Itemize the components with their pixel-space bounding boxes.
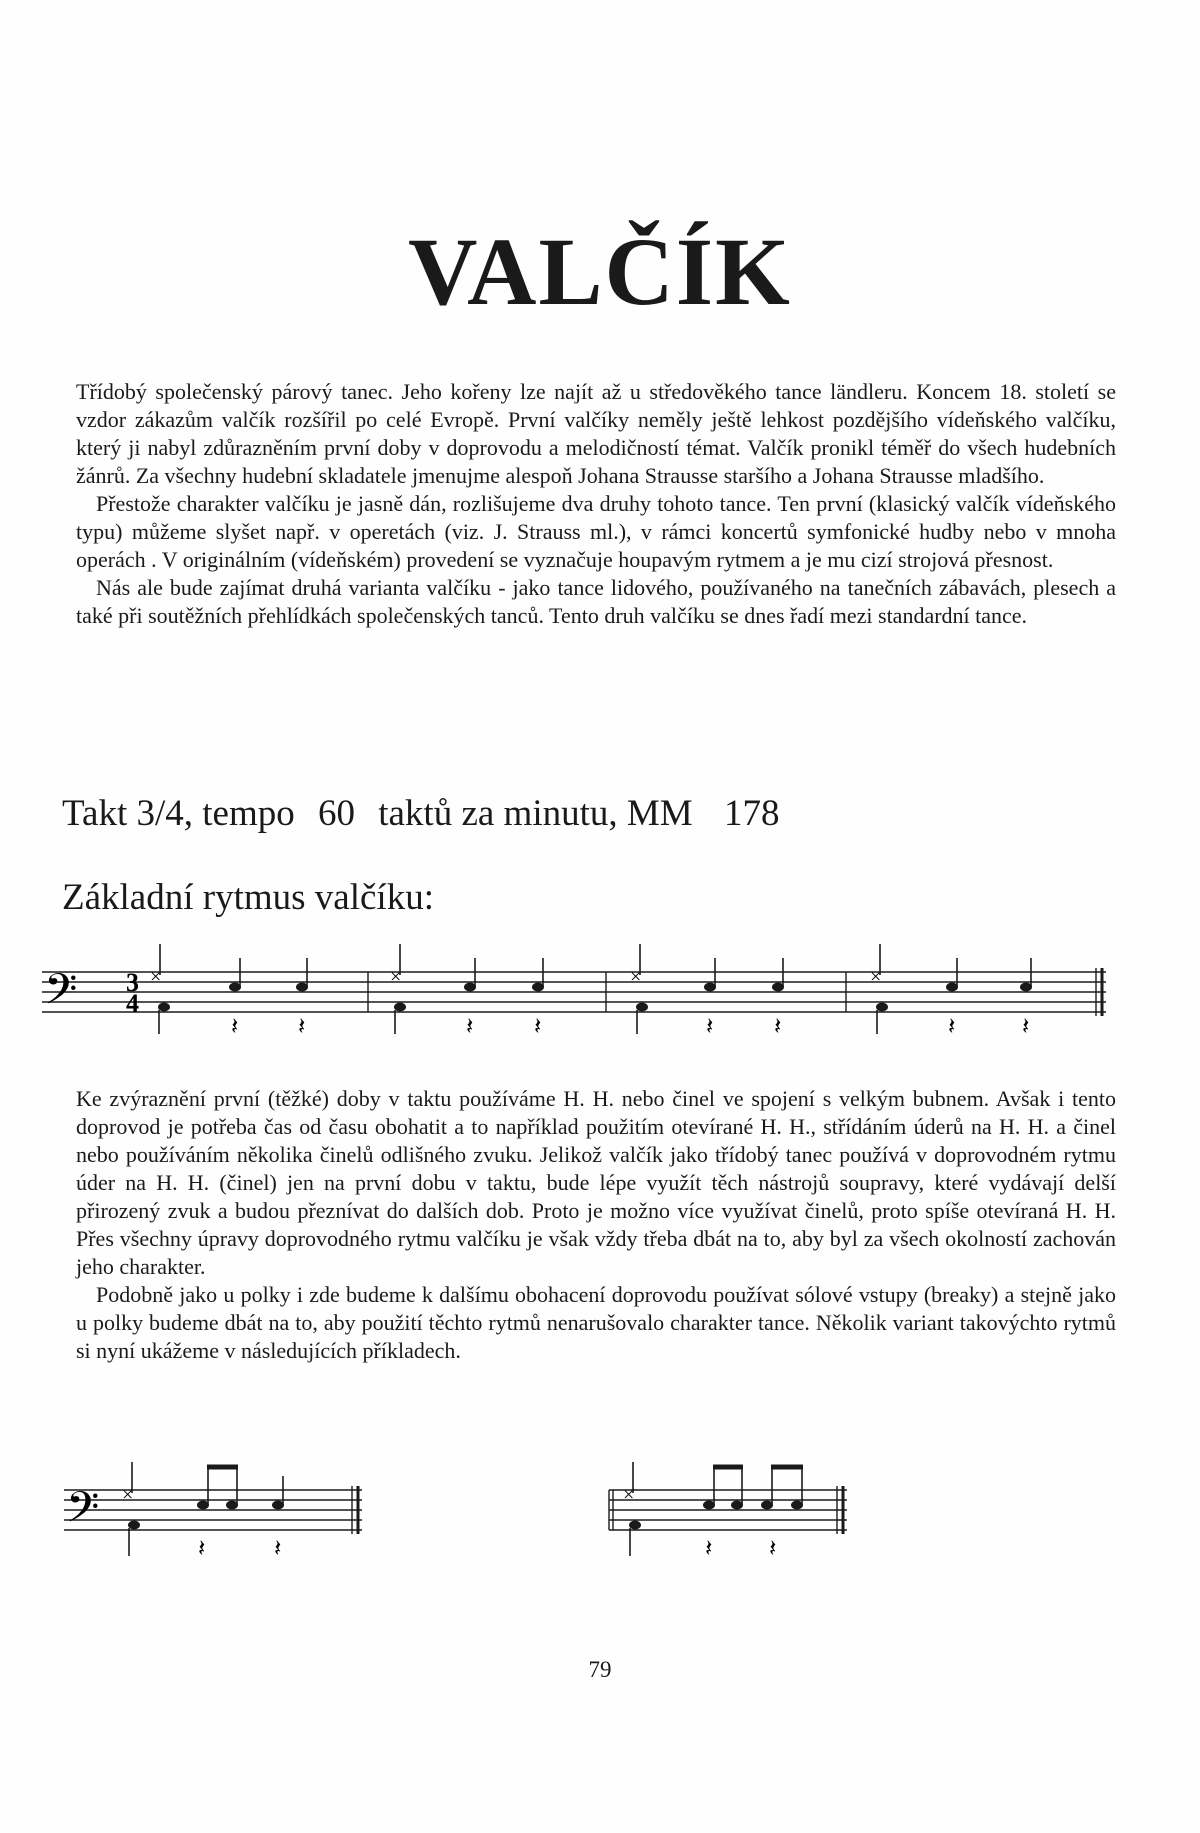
basic-rhythm-staff xyxy=(38,930,1118,1050)
quarter-rest: 𝄽 xyxy=(948,1014,956,1040)
bass-drum-note xyxy=(158,1003,170,1012)
bass-drum-note xyxy=(128,1521,140,1530)
quarter-rest: 𝄽 xyxy=(466,1014,474,1040)
hihat-x-note: × xyxy=(623,1484,635,1506)
intro-text xyxy=(76,378,1116,630)
accompaniment-text xyxy=(76,1085,1116,1365)
snare-note xyxy=(1020,983,1032,992)
time-signature-bottom: 4 xyxy=(126,989,139,1018)
page-number: 79 xyxy=(588,1657,612,1682)
example-2-notation xyxy=(605,1448,855,1568)
example-1-notation xyxy=(60,1448,370,1568)
page-title: VALČÍK xyxy=(408,218,792,325)
quarter-rest: 𝄽 xyxy=(231,1014,239,1040)
intro-paragraph-1: Třídobý společenský párový tanec. Jeho kořeny lze najít až u středověkého tance ländleru. Koncem 18. století se vzdor zákazům valčík rozšířil po celé Evropě. První valčíky neměly ještě lehkost pozdějšího vídeňského valčíku, který ji nabyl zdůrazněním první doby v doprovodu a melodičností témat. Valčík pronikl téměř do všech hudebních žánrů. Za všechny hudební skladatele jmenujme alespoň Johana Strausse staršího a Johana Strausse mladšího. xyxy=(76,379,1116,488)
bass-clef-icon: 𝄢 xyxy=(44,965,78,1025)
quarter-rest: 𝄽 xyxy=(705,1536,713,1562)
accompaniment-paragraph-1: Ke zvýraznění první (těžké) doby v taktu používáme H. H. nebo činel ve spojení s velkým bubnem. Avšak i tento doprovod je potřeba čas od času obohatit a to například použitím otevírané H. H., střídáním úderů na H. H. a činel nebo používáním několika činelů odlišného zvuku. Jelikož valčík jako třídobý tanec používá v doprovodném rytmu úder na H. H. (činel) jen na první dobu v taktu, bude lépe využít těch nástrojů soupravy, které vydávají delší přirozený zvuk a budou přeznívat do dalších dob. Proto je možno více využívat činelů, proto spíše otevíraná H. H. Přes všechny úpravy doprovodného rytmu valčíku je však vždy třeba dbát na to, aby byl za všech okolností zachován jeho charakter. xyxy=(76,1086,1116,1279)
quarter-rest: 𝄽 xyxy=(706,1014,714,1040)
staff-lines xyxy=(42,972,1106,1012)
hihat-x-note: × xyxy=(870,966,882,988)
quarter-rest: 𝄽 xyxy=(1022,1014,1030,1040)
tempo-unit: taktů za minutu, MM xyxy=(378,793,693,834)
quarter-rest: 𝄽 xyxy=(774,1014,782,1040)
tempo-value: 60 xyxy=(317,793,355,834)
quarter-rest: 𝄽 xyxy=(274,1536,282,1562)
intro-paragraph-2: Přestože charakter valčíku je jasně dán, rozlišujeme dva druhy tohoto tance. Ten první (klasický valčík vídeňského typu) můžeme slyšet např. v operetách (viz. J. Strauss ml.), v rámci koncertů symfonické hudby nebo v mnoha operách . V originálním (vídeňském) provedení se vyznačuje houpavým rytmem a je mu cizí strojová přesnost. xyxy=(76,491,1116,572)
hihat-x-note: × xyxy=(122,1484,134,1506)
hihat-x-note: × xyxy=(630,966,642,988)
basic-rhythm-notation xyxy=(38,930,1118,1050)
quarter-rest: 𝄽 xyxy=(534,1014,542,1040)
quarter-rest: 𝄽 xyxy=(769,1536,777,1562)
hihat-x-note: × xyxy=(150,966,162,988)
bass-clef-icon: 𝄢 xyxy=(66,1483,100,1543)
mm-value: 178 xyxy=(723,793,780,834)
accompaniment-paragraph-2: Podobně jako u polky i zde budeme k dalšímu obohacení doprovodu používat sólové vstupy (breaky) a stejně jako u polky budeme dbát na to, aby použití těchto rytmů nenarušovalo charakter tance. Několik variant takovýchto rytmů si nyní ukážeme v následujících příkladech. xyxy=(76,1282,1116,1363)
example-1-staff xyxy=(60,1448,370,1568)
rhythm-heading: Základní rytmus valčíku: xyxy=(62,877,434,918)
quarter-rest: 𝄽 xyxy=(298,1014,306,1040)
tempo-label: Takt 3/4, tempo xyxy=(62,793,295,834)
tempo-line xyxy=(62,792,779,836)
intro-paragraph-3: Nás ale bude zajímat druhá varianta valčíku - jako tance lidového, používaného na tanečních zábavách, plesech a také při soutěžních přehlídkách společenských tanců. Tento druh valčíku se dnes řadí mezi standardní tance. xyxy=(76,575,1116,628)
example-2-staff xyxy=(605,1448,855,1568)
quarter-rest: 𝄽 xyxy=(198,1536,206,1562)
hihat-x-note: × xyxy=(390,966,402,988)
time-signature-top: 3 xyxy=(126,968,139,997)
